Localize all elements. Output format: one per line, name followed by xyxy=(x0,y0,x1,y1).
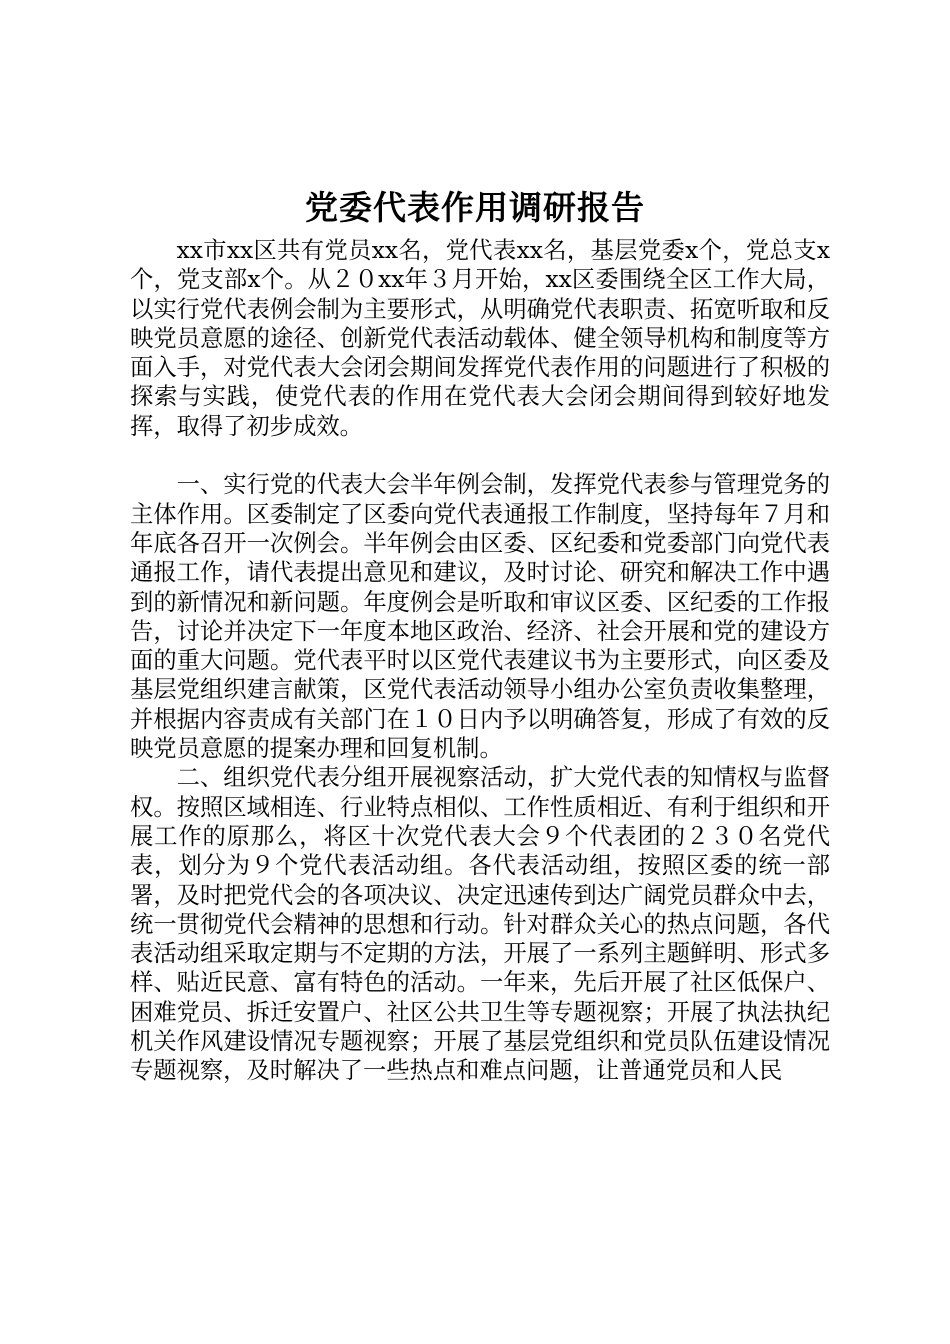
paragraph-section-one: 一、实行党的代表大会半年例会制，发挥党代表参与管理党务的主体作用。区委制定了区委向党代表通报工作制度，坚持每年７月和年底各召开一次例会。半年例会由区委、区纪委和党委部门向党代表通报工作，请代表提出意见和建议，及时讨论、研究和解决工作中遇到的新情况和新问题。年度例会是听取和审议区委、区纪委的工作报告，讨论并决定下一年度本地区政治、经济、社会开展和党的建设方面的重大问题。党代表平时以区党代表建议书为主要形式，向区委及基层党组织建言献策，区党代表活动领导小组办公室负责收集整理，并根据内容责成有关部门在１０日内予以明确答复，形成了有效的反映党员意愿的提案办理和回复机制。 xyxy=(130,471,830,763)
paragraph-intro: xx市xx区共有党员xx名，党代表xx名，基层党委x个，党总支x个，党支部x个。从２０xx年３月开始，xx区委围绕全区工作大局，以实行党代表例会制为主要形式，从明确党代表职责、拓宽听取和反映党员意愿的途径、创新党代表活动载体、健全领导机构和制度等方面入手，对党代表大会闭会期间发挥党代表作用的问题进行了积极的探索与实践，使党代表的作用在党代表大会闭会期间得到较好地发挥，取得了初步成效。 xyxy=(130,237,830,440)
document-title: 党委代表作用调研报告 xyxy=(305,188,645,227)
paragraph-section-two: 二、组织党代表分组开展视察活动，扩大党代表的知情权与监督权。按照区域相连、行业特点相似、工作性质相近、有利于组织和开展工作的原那么，将区十次党代表大会９个代表团的２３０名党代表，划分为９个党代表活动组。各代表活动组，按照区委的统一部署，及时把党代会的各项决议、决定迅速传到达广阔党员群众中去，统一贯彻党代会精神的思想和行动。针对群众关心的热点问题，各代表活动组采取定期与不定期的方法，开展了一系列主题鲜明、形式多样、贴近民意、富有特色的活动。一年来，先后开展了社区低保户、困难党员、拆迁安置户、社区公共卫生等专题视察；开展了执法执纪机关作风建设情况专题视察；开展了基层党组织和党员队伍建设情况专题视察，及时解决了一些热点和难点问题，让普通党员和人民 xyxy=(130,764,830,1085)
document-body xyxy=(130,236,830,1086)
